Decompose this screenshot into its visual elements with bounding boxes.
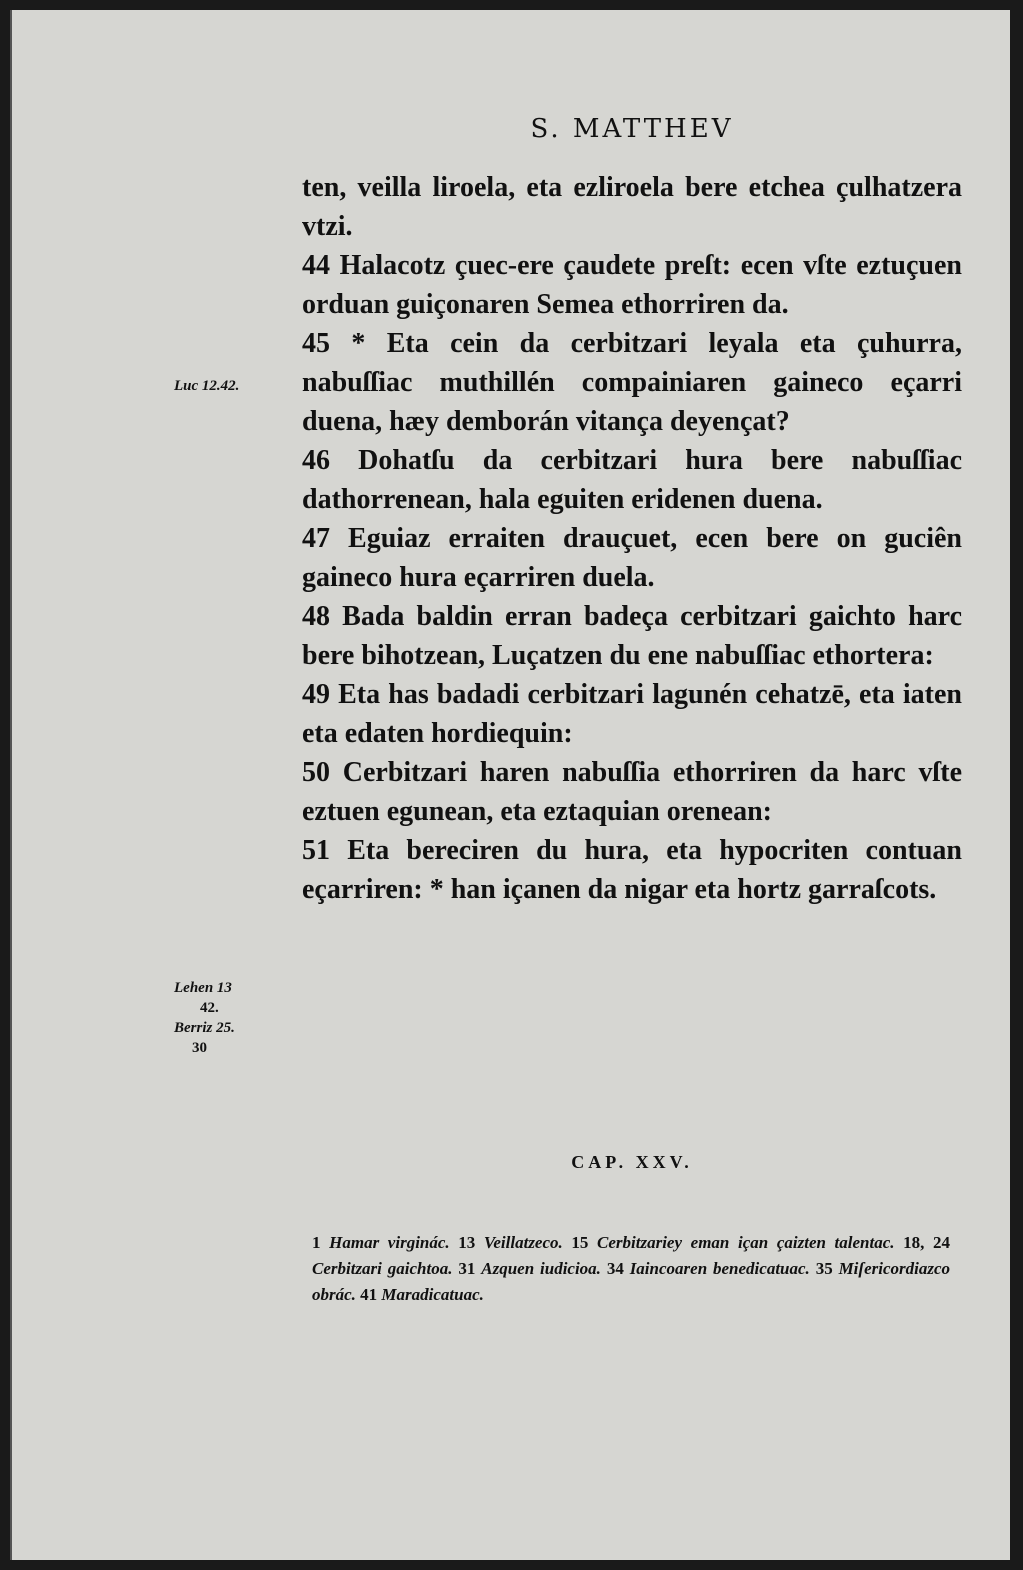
summary-item: Miſericordiazco obrác.	[312, 1259, 950, 1304]
summary-number: 31	[458, 1259, 476, 1278]
verse-49: 49 Eta has badadi cerbitzari lagunén cehatzē, eta iaten eta edaten hordiequin:	[302, 679, 962, 749]
verse-50: 50 Cerbitzari haren nabuſſia ethorriren da harc vſte eztuen egunean, eta eztaquian orenean:	[302, 757, 962, 827]
margin-note-lehen: Lehen 13	[174, 980, 232, 996]
summary-number: 35	[815, 1259, 833, 1278]
verse-48: 48 Bada baldin erran badeça cerbitzari gaichto harc bere bihotzean, Luçatzen du ene nabuſſiac ethortera:	[302, 601, 962, 671]
summary-number: 34	[606, 1259, 624, 1278]
summary-item: Cerbitzariey eman içan çaizten talentac.	[597, 1233, 895, 1252]
summary-number: 41	[360, 1285, 378, 1304]
summary-item: Maradicatuac.	[381, 1285, 484, 1304]
summary-item: Hamar virginác.	[329, 1233, 450, 1252]
verse-51: 51 Eta bereciren du hura, eta hypocriten contuan eçarriren: * han içanen da nigar eta hortz garraſcots.	[302, 835, 962, 905]
verse-text	[302, 168, 962, 909]
verse-45: 45 * Eta cein da cerbitzari leyala eta çuhurra, nabuſſiac muthillén compainiaren gaineco eçarri duena, hæy demborán vitança deyençat?	[302, 328, 962, 437]
summary-item: Iaincoaren benedicatuac.	[629, 1259, 810, 1278]
margin-note-luc-text: Luc 12.42.	[174, 378, 240, 394]
margin-note-berriz: Berriz 25.	[174, 1020, 235, 1036]
summary-item: Azquen iudicioa.	[481, 1259, 601, 1278]
margin-note-lehen-verse: 42.	[200, 1000, 219, 1016]
verse-44: 44 Halacotz çuec-ere çaudete preſt: ecen vſte eztuçuen orduan guiçonaren Semea ethorriren da.	[302, 250, 962, 320]
running-header: S. MATTHEV	[530, 114, 734, 144]
chapter-title: CAP. XXV.	[571, 1152, 693, 1172]
verse-47: 47 Eguiaz erraiten drauçuet, ecen bere on guciên gaineco hura eçarriren duela.	[302, 523, 962, 593]
summary-number: 18, 24	[903, 1233, 951, 1252]
verse-43-continuation: ten, veilla liroela, eta ezliroela bere etchea çulhatzera vtzi.	[302, 172, 962, 242]
margin-note-luc	[174, 376, 239, 396]
summary-item: Cerbitzari gaichtoa.	[312, 1259, 453, 1278]
margin-note-berriz-verse: 30	[192, 1040, 207, 1056]
summary-number: 15	[571, 1233, 589, 1252]
book-page	[10, 10, 1010, 1560]
margin-note-cross-reference	[174, 978, 294, 1058]
summary-number: 13	[458, 1233, 476, 1252]
summary-number: 1	[312, 1233, 321, 1252]
summary-item: Veillatzeco.	[483, 1233, 563, 1252]
chapter-summary	[312, 1230, 950, 1308]
verse-46: 46 Dohatſu da cerbitzari hura bere nabuſſiac dathorrenean, hala eguiten eridenen duena.	[302, 445, 962, 515]
